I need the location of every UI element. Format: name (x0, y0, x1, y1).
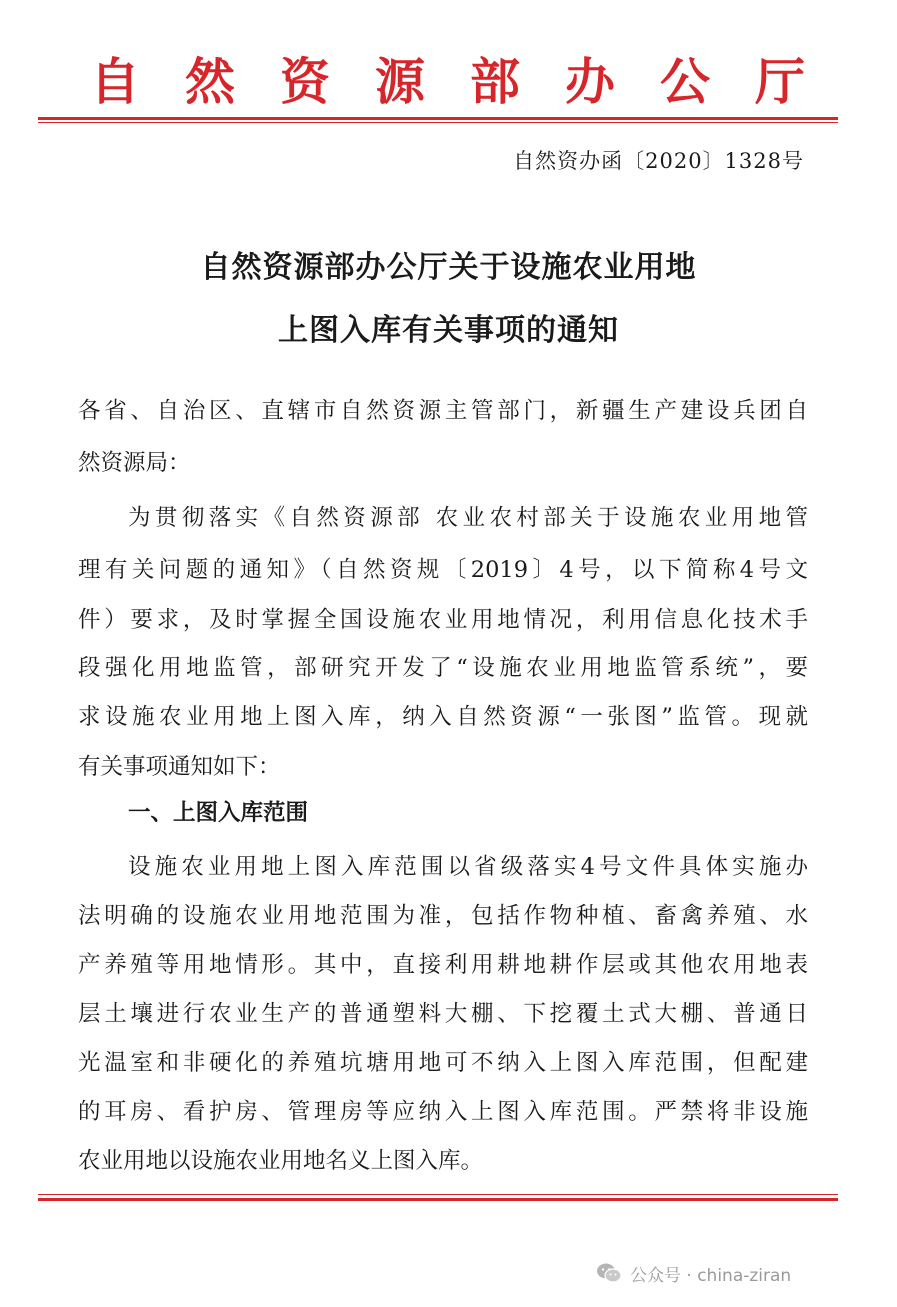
masthead-char: 厅 (755, 52, 805, 111)
masthead (90, 52, 805, 112)
paragraph-line: 件）要求，及时掌握全国设施农业用地情况，利用信息化技术手 (78, 607, 808, 633)
masthead-rule-thick (38, 117, 838, 120)
paragraph-line: 求设施农业用地上图入库，纳入自然资源“一张图”监管。现就 (78, 704, 808, 730)
paragraph-line: 法明确的设施农业用地范围为准，包括作物种植、畜禽养殖、水 (78, 903, 808, 929)
paragraph-line: 层土壤进行农业生产的普通塑料大棚、下挖覆土式大棚、普通日 (78, 1001, 808, 1027)
paragraph-line: 为贯彻落实《自然资源部 农业农村部关于设施农业用地管 (128, 505, 808, 531)
paragraph-line: 产养殖等用地情形。其中，直接利用耕地耕作层或其他农用地表 (78, 952, 808, 978)
masthead-rule-thin (38, 122, 838, 123)
addressee-line: 然资源局： (78, 450, 191, 476)
paragraph-line: 理有关问题的通知》（自然资规〔2019〕4号，以下简称4号文 (78, 557, 808, 583)
document-title-line-1: 自然资源部办公厅关于设施农业用地 (200, 250, 697, 285)
masthead-char: 资 (280, 52, 330, 111)
paragraph-line: 农业用地以设施农业用地名义上图入库。 (78, 1148, 484, 1174)
section-heading: 一、上图入库范围 (128, 800, 309, 826)
watermark (596, 1259, 791, 1287)
masthead-char: 源 (375, 52, 425, 111)
masthead-char: 办 (565, 52, 615, 111)
wechat-icon (596, 1262, 622, 1284)
masthead-char: 部 (470, 52, 520, 111)
paragraph-line: 设施农业用地上图入库范围以省级落实4号文件具体实施办 (128, 854, 808, 880)
footer-rule-thin (38, 1194, 838, 1195)
paragraph-line: 有关事项通知如下： (78, 754, 281, 780)
paragraph-line: 段强化用地监管，部研究开发了“设施农业用地监管系统”，要 (78, 655, 808, 681)
watermark-text: 公众号 · china-ziran (630, 1265, 792, 1286)
document-title-line-2: 上图入库有关事项的通知 (278, 313, 619, 348)
masthead-char: 公 (660, 52, 710, 111)
paragraph-line: 的耳房、看护房、管理房等应纳入上图入库范围。严禁将非设施 (78, 1099, 808, 1125)
document-number: 自然资办函〔2020〕1328号 (513, 149, 804, 173)
paragraph-line: 光温室和非硬化的养殖坑塘用地可不纳入上图入库范围，但配建 (78, 1050, 808, 1076)
masthead-char: 自 (90, 52, 140, 111)
masthead-char: 然 (185, 52, 235, 111)
footer-rule-thick (38, 1198, 838, 1201)
addressee-line: 各省、自治区、直辖市自然资源主管部门，新疆生产建设兵团自 (78, 398, 808, 424)
